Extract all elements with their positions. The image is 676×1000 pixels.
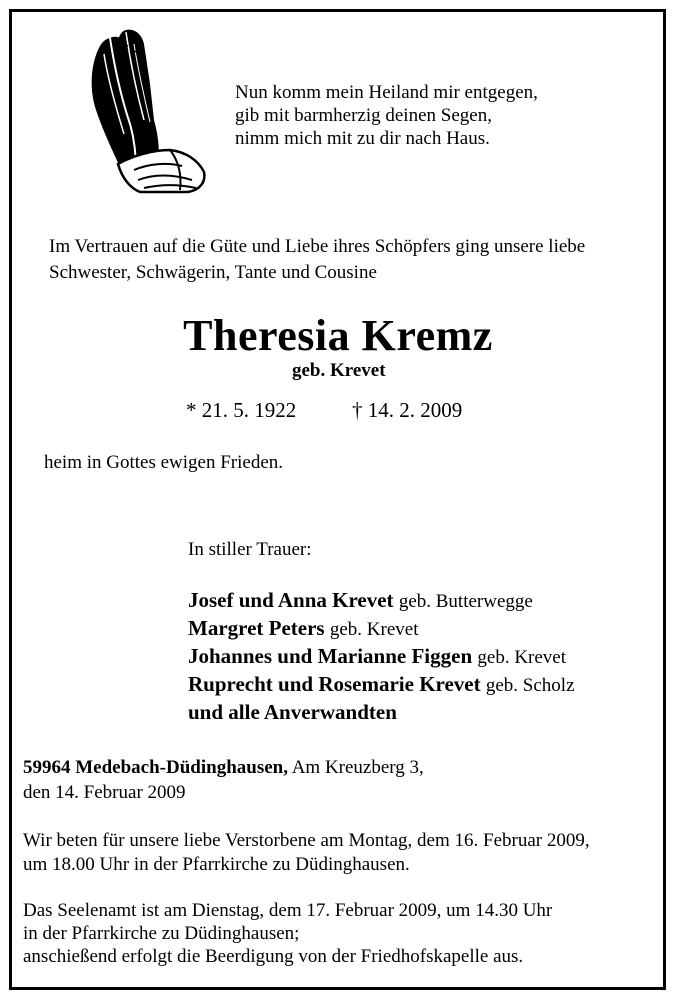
- mourning-label: In stiller Trauer:: [188, 539, 312, 560]
- praying-hands-icon: [74, 24, 208, 194]
- address-line: [23, 755, 424, 780]
- mourner-name: Margret Peters: [188, 616, 325, 640]
- mourner-name: Ruprecht und Rosemarie Krevet: [188, 672, 481, 696]
- mourner-entry: [188, 587, 575, 615]
- mourner-name: und alle Anverwandten: [188, 700, 397, 724]
- poem-line: Nun komm mein Heiland mir entgegen,: [235, 82, 538, 103]
- service-line: um 18.00 Uhr in der Pfarrkirche zu Düdinghausen.: [23, 854, 410, 875]
- address-city: 59964 Medebach-Düdinghausen,: [23, 757, 288, 778]
- address-date: den 14. Februar 2009: [23, 782, 186, 803]
- maiden-name: geb. Krevet: [292, 360, 386, 381]
- service-text: [23, 829, 590, 877]
- mourner-entry: [188, 699, 575, 727]
- intro-line: Schwester, Schwägerin, Tante und Cousine: [49, 262, 377, 283]
- requiem-line: Das Seelenamt ist am Dienstag, dem 17. Februar 2009, um 14.30 Uhr: [23, 900, 553, 921]
- intro-line: Im Vertrauen auf die Güte und Liebe ihres Schöpfers ging unsere liebe: [49, 236, 586, 257]
- peace-text: heim in Gottes ewigen Frieden.: [44, 452, 284, 473]
- address-block: [23, 755, 424, 805]
- mourner-name: Johannes und Marianne Figgen: [188, 644, 473, 668]
- requiem-text: [23, 899, 552, 968]
- death-date: † 14. 2. 2009: [352, 398, 463, 422]
- mourner-entry: [188, 615, 575, 643]
- mourners-list: [188, 587, 575, 727]
- mourner-nee: geb. Krevet: [329, 619, 419, 640]
- poem-line: gib mit barmherzig deinen Segen,: [235, 105, 492, 126]
- mourner-nee: geb. Scholz: [485, 675, 575, 696]
- deceased-name: Theresia Kremz: [183, 311, 493, 360]
- birth-date: * 21. 5. 1922: [186, 398, 297, 422]
- mourner-nee: geb. Butterwegge: [398, 591, 533, 612]
- mourner-nee: geb. Krevet: [477, 647, 567, 668]
- mourner-entry: [188, 671, 575, 699]
- requiem-line: in der Pfarrkirche zu Düdinghausen;: [23, 923, 300, 944]
- address-street: Am Kreuzberg 3,: [291, 757, 424, 778]
- poem: [235, 81, 538, 150]
- poem-line: nimm mich mit zu dir nach Haus.: [235, 128, 490, 149]
- service-line: Wir beten für unsere liebe Verstorbene am Montag, dem 16. Februar 2009,: [23, 830, 590, 851]
- requiem-line: anschießend erfolgt die Beerdigung von der Friedhofskapelle aus.: [23, 946, 524, 967]
- mourner-name: Josef und Anna Krevet: [188, 588, 394, 612]
- mourner-entry: [188, 643, 575, 671]
- intro-text: [49, 234, 585, 286]
